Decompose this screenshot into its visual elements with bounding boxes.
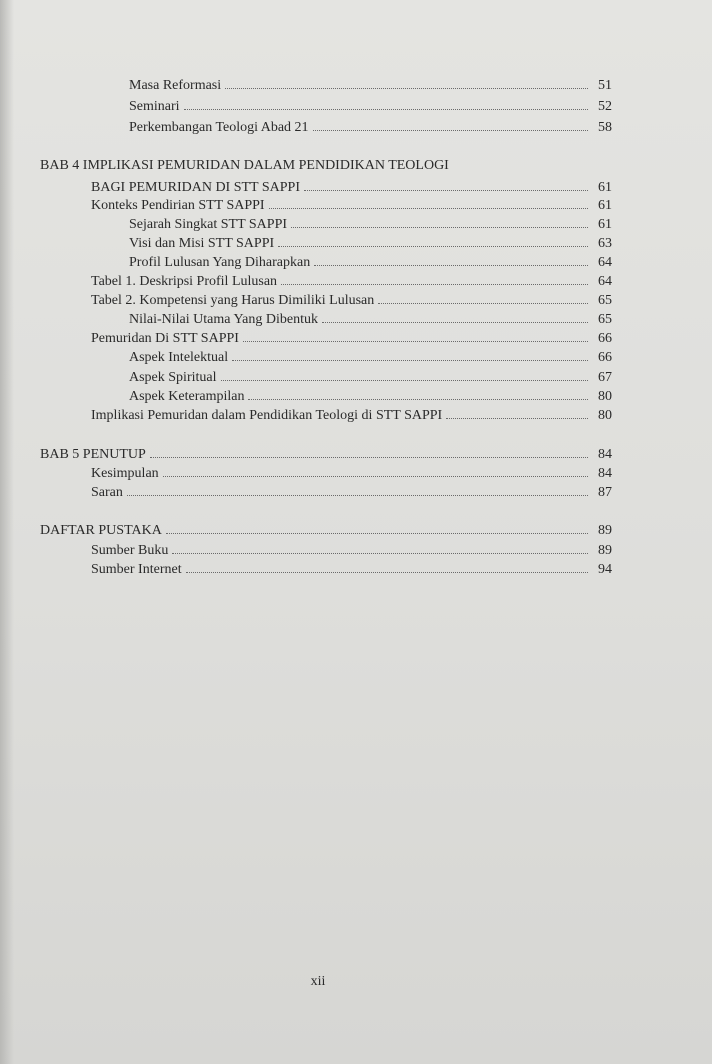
toc-entry-visi-misi bbox=[129, 233, 612, 252]
dot-leader bbox=[281, 271, 588, 285]
dot-leader bbox=[278, 233, 588, 247]
toc-entry-page: 66 bbox=[598, 331, 612, 346]
toc-entry-tabel-2 bbox=[91, 290, 612, 309]
toc-entry-title: Visi dan Misi STT SAPPI bbox=[129, 236, 275, 251]
toc-entry-konteks-pendirian bbox=[91, 195, 612, 214]
toc-entry-saran bbox=[91, 482, 612, 501]
toc-entry-sumber-internet bbox=[91, 559, 612, 578]
dot-leader bbox=[291, 214, 588, 228]
toc-entry-seminari bbox=[129, 96, 612, 115]
toc-entry-title: Sejarah Singkat STT SAPPI bbox=[129, 217, 288, 232]
toc-entry-page: 80 bbox=[598, 389, 612, 404]
page-edge-shadow bbox=[0, 0, 14, 1064]
dot-leader bbox=[225, 75, 588, 89]
toc-entry-title: DAFTAR PUSTAKA bbox=[40, 523, 162, 538]
toc-entry-page: 84 bbox=[598, 466, 612, 481]
toc-entry-page: 84 bbox=[598, 447, 612, 462]
toc-entry-nilai-nilai bbox=[129, 309, 612, 328]
dot-leader bbox=[322, 309, 588, 323]
toc-entry-page: 64 bbox=[598, 255, 612, 270]
toc-entry-profil-lulusan bbox=[129, 252, 612, 271]
toc-entry-kesimpulan bbox=[91, 463, 612, 482]
dot-leader bbox=[150, 444, 588, 458]
toc-entry-title: Pemuridan Di STT SAPPI bbox=[91, 331, 239, 346]
dot-leader bbox=[378, 290, 588, 304]
toc-entry-title: Aspek Keterampilan bbox=[129, 389, 245, 404]
dot-leader bbox=[184, 96, 588, 110]
toc-entry-title: Profil Lulusan Yang Diharapkan bbox=[129, 255, 311, 270]
dot-leader bbox=[166, 520, 588, 534]
dot-leader bbox=[314, 252, 588, 266]
toc-entry-page: 94 bbox=[598, 562, 612, 577]
toc-entry-title: BAB 5 PENUTUP bbox=[40, 447, 146, 462]
toc-entry-title: Sumber Buku bbox=[91, 543, 169, 558]
dot-leader bbox=[127, 482, 588, 496]
toc-entry-title: Tabel 1. Deskripsi Profil Lulusan bbox=[91, 274, 278, 289]
toc-entry-perkembangan-teologi bbox=[129, 117, 612, 136]
toc-entry-aspek-keterampilan bbox=[129, 386, 612, 405]
toc-entry-page: 89 bbox=[598, 523, 612, 538]
toc-entry-title: Saran bbox=[91, 485, 123, 500]
toc-entry-page: 65 bbox=[598, 293, 612, 308]
dot-leader bbox=[186, 559, 588, 573]
dot-leader bbox=[243, 328, 588, 342]
toc-entry-bab-5 bbox=[40, 444, 612, 463]
dot-leader bbox=[313, 117, 588, 131]
toc-entry-page: 61 bbox=[598, 217, 612, 232]
toc-entry-sejarah-singkat bbox=[129, 214, 612, 233]
toc-entry-title: Aspek Intelektual bbox=[129, 350, 229, 365]
toc-entry-title: Nilai-Nilai Utama Yang Dibentuk bbox=[129, 312, 318, 327]
toc-entry-page: 58 bbox=[598, 120, 612, 135]
toc-entry-title: Masa Reformasi bbox=[129, 78, 222, 93]
toc-heading-bab-4: BAB 4 IMPLIKASI PEMURIDAN DALAM PENDIDIKAN TEOLOGI bbox=[40, 158, 449, 173]
toc-entry-title: Kesimpulan bbox=[91, 466, 159, 481]
dot-leader bbox=[172, 540, 588, 554]
dot-leader bbox=[248, 386, 588, 400]
toc-entry-page: 61 bbox=[598, 180, 612, 195]
toc-entry-title: Konteks Pendirian STT SAPPI bbox=[91, 198, 265, 213]
toc-entry-page: 63 bbox=[598, 236, 612, 251]
toc-entry-aspek-intelektual bbox=[129, 347, 612, 366]
toc-entry-title: Implikasi Pemuridan dalam Pendidikan Teologi di STT SAPPI bbox=[91, 408, 443, 423]
toc-entry-title: Seminari bbox=[129, 99, 180, 114]
toc-entry-title: BAGI PEMURIDAN DI STT SAPPI bbox=[91, 180, 300, 195]
toc-entry-title: Tabel 2. Kompetensi yang Harus Dimiliki Lulusan bbox=[91, 293, 375, 308]
toc-entry-title: Sumber Internet bbox=[91, 562, 182, 577]
dot-leader bbox=[232, 347, 588, 361]
toc-entry-page: 64 bbox=[598, 274, 612, 289]
toc-entry-tabel-1 bbox=[91, 271, 612, 290]
toc-entry-page: 51 bbox=[598, 78, 612, 93]
dot-leader bbox=[221, 367, 589, 381]
toc-entry-aspek-spiritual bbox=[129, 367, 612, 386]
dot-leader bbox=[163, 463, 588, 477]
toc-entry-sumber-buku bbox=[91, 540, 612, 559]
dot-leader bbox=[269, 195, 588, 209]
toc-entry-page: 87 bbox=[598, 485, 612, 500]
toc-entry-masa-reformasi bbox=[129, 75, 612, 94]
toc-entry-implikasi-pemuridan bbox=[91, 405, 612, 424]
toc-entry-page: 61 bbox=[598, 198, 612, 213]
toc-entry-pemuridan bbox=[91, 328, 612, 347]
toc-entry-title: Aspek Spiritual bbox=[129, 370, 217, 385]
toc-entry-page: 66 bbox=[598, 350, 612, 365]
toc-entry-page: 52 bbox=[598, 99, 612, 114]
toc-entry-page: 65 bbox=[598, 312, 612, 327]
dot-leader bbox=[304, 177, 588, 191]
toc-entry-page: 80 bbox=[598, 408, 612, 423]
toc-entry-page: 67 bbox=[598, 370, 612, 385]
dot-leader bbox=[446, 405, 588, 419]
toc-entry-daftar-pustaka bbox=[40, 520, 612, 539]
page-number: xii bbox=[310, 974, 326, 989]
toc-entry-title: Perkembangan Teologi Abad 21 bbox=[129, 120, 309, 135]
toc-entry-bab4-subtitle bbox=[91, 177, 612, 196]
toc-entry-page: 89 bbox=[598, 543, 612, 558]
